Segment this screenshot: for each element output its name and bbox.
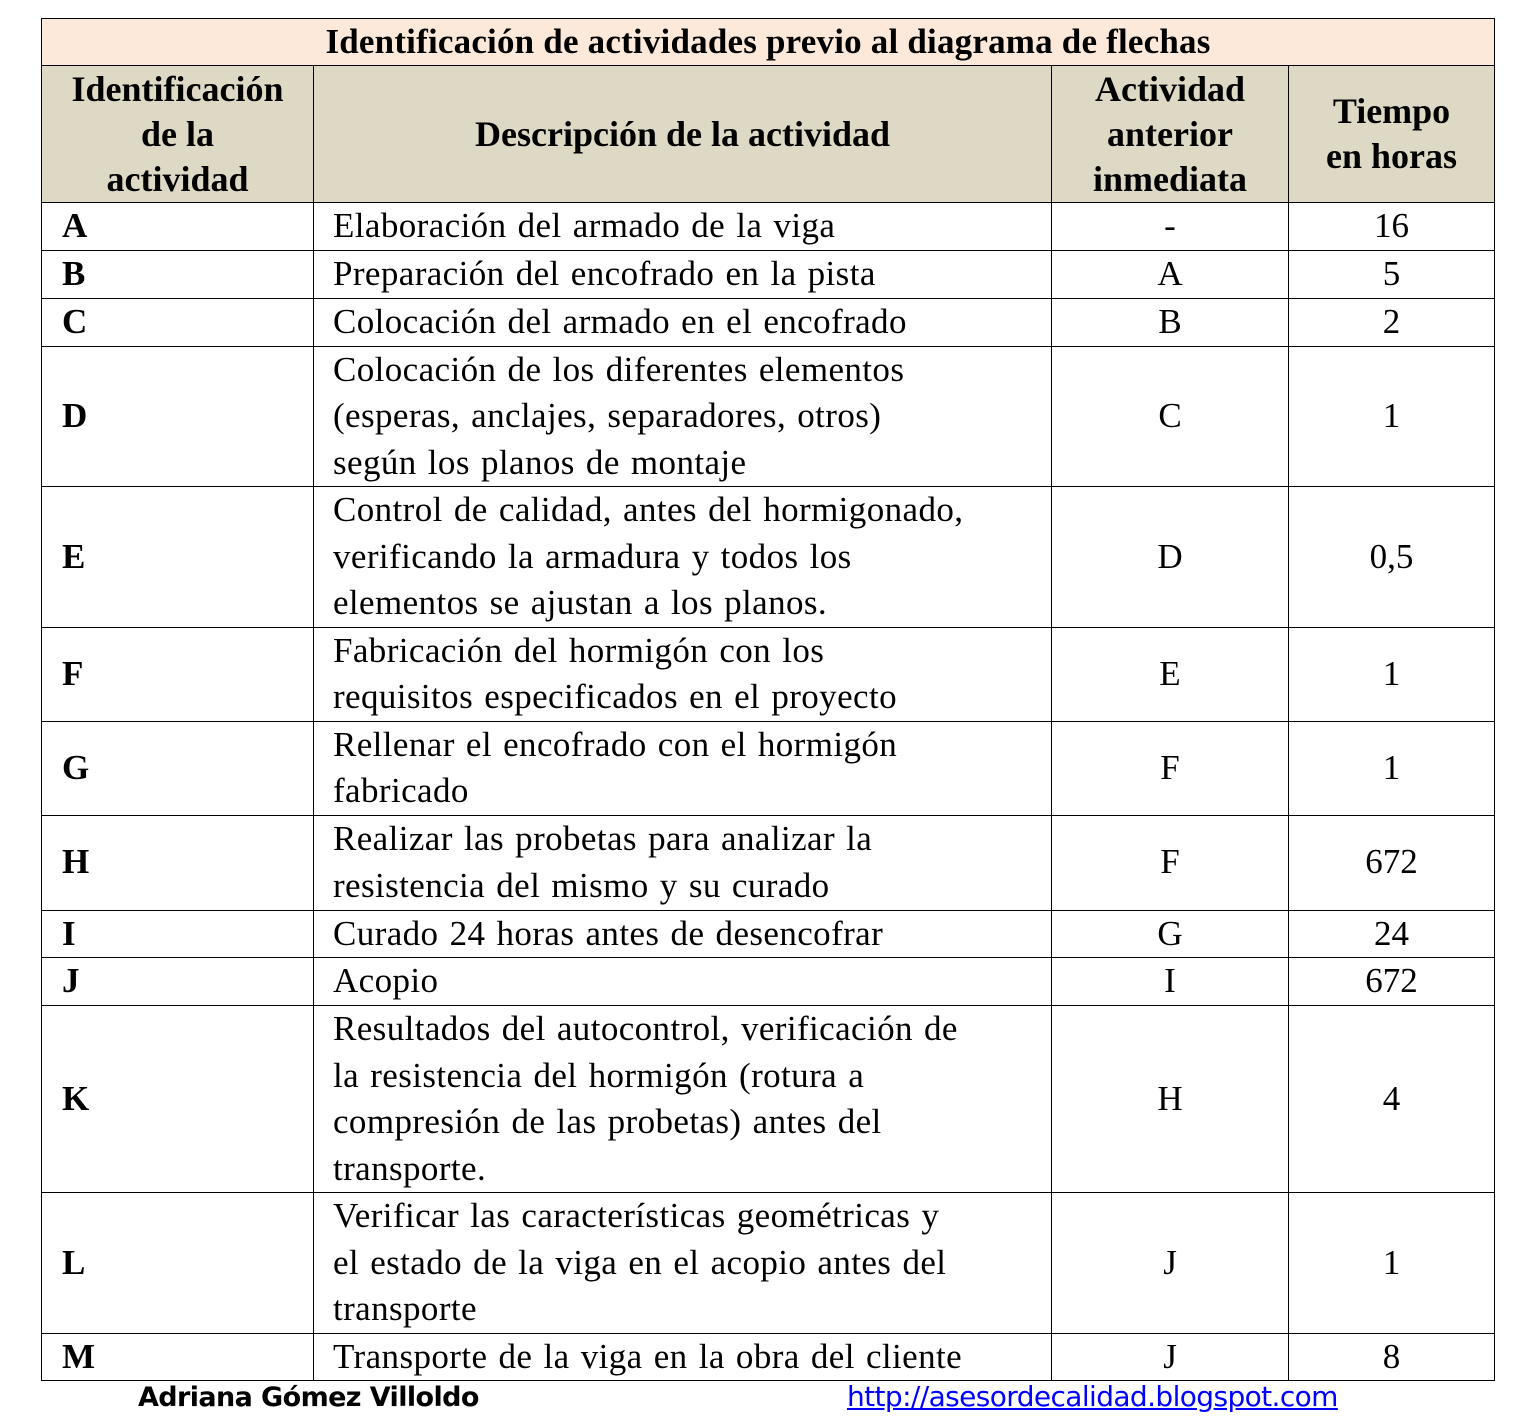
description-line: (esperas, anclajes, separadores, otros) xyxy=(333,396,882,435)
activity-description-cell xyxy=(314,487,1052,628)
activity-id-cell: C xyxy=(42,299,314,347)
footer-blog-link[interactable]: http://asesordecalidad.blogspot.com xyxy=(847,1380,1338,1413)
description-line: Resultados del autocontrol, verificación de xyxy=(333,1009,958,1048)
time-hours-cell: 5 xyxy=(1289,251,1495,299)
time-hours-cell: 2 xyxy=(1289,299,1495,347)
activity-description-cell xyxy=(314,721,1052,815)
description-line: Realizar las probetas para analizar la xyxy=(333,819,873,858)
description-line: Colocación de los diferentes elementos xyxy=(333,349,905,389)
previous-activity-cell: J xyxy=(1052,1333,1289,1381)
activity-description-cell xyxy=(314,1193,1052,1334)
previous-activity-cell: - xyxy=(1052,203,1289,251)
header-description xyxy=(314,66,1052,203)
activity-description-cell xyxy=(314,203,1052,251)
activity-id-cell: A xyxy=(42,203,314,251)
description-line: Transporte de la viga en la obra del cliente xyxy=(333,1336,963,1376)
table-header-row xyxy=(42,66,1495,203)
time-hours-cell: 1 xyxy=(1289,721,1495,815)
header-line: de la xyxy=(140,113,214,154)
description-line: transporte xyxy=(333,1289,477,1328)
description-line: Control de calidad, antes del hormigonado, xyxy=(333,490,964,529)
table-title: Identificación de actividades previo al diagrama de flechas xyxy=(42,19,1495,66)
table-row xyxy=(42,721,1495,815)
header-line: Descripción de la actividad xyxy=(475,113,890,154)
table-row xyxy=(42,815,1495,910)
table-title-row xyxy=(42,19,1495,66)
activity-id-cell: J xyxy=(42,958,314,1006)
time-hours-cell: 1 xyxy=(1289,346,1495,487)
time-hours-cell: 24 xyxy=(1289,910,1495,958)
time-hours-cell: 4 xyxy=(1289,1006,1495,1193)
description-line: Elaboración del armado de la viga xyxy=(333,206,836,246)
table-row xyxy=(42,203,1495,251)
description-line: compresión de las probetas) antes del xyxy=(333,1102,882,1141)
activity-description-cell xyxy=(314,1333,1052,1381)
description-line: la resistencia del hormigón (rotura a xyxy=(333,1055,865,1095)
header-line: Tiempo xyxy=(1332,91,1451,131)
description-line: resistencia del mismo y su curado xyxy=(333,865,830,905)
description-line: Rellenar el encofrado con el hormigón xyxy=(333,724,898,764)
previous-activity-cell: F xyxy=(1052,721,1289,815)
previous-activity-cell: G xyxy=(1052,910,1289,958)
activity-description-cell xyxy=(314,815,1052,910)
previous-activity-cell: C xyxy=(1052,346,1289,487)
description-line: Verificar las características geométricas y xyxy=(333,1196,940,1235)
activity-id-cell: G xyxy=(42,721,314,815)
activity-id-cell: D xyxy=(42,346,314,487)
header-line: Identificación xyxy=(71,68,284,109)
previous-activity-cell: I xyxy=(1052,958,1289,1006)
header-line: inmediata xyxy=(1092,158,1247,199)
header-activity-id xyxy=(42,66,314,203)
description-line: verificando la armadura y todos los xyxy=(333,536,852,576)
table-row xyxy=(42,910,1495,958)
table-row xyxy=(42,487,1495,628)
activity-id-cell: B xyxy=(42,251,314,299)
time-hours-cell: 1 xyxy=(1289,1193,1495,1334)
time-hours-cell: 672 xyxy=(1289,815,1495,910)
description-line: transporte. xyxy=(333,1148,487,1188)
table-row xyxy=(42,346,1495,487)
header-line: en horas xyxy=(1326,136,1458,176)
header-line: Actividad xyxy=(1094,68,1245,109)
description-line: Colocación del armado en el encofrado xyxy=(333,302,907,341)
previous-activity-cell: H xyxy=(1052,1006,1289,1193)
description-line: el estado de la viga en el acopio antes del xyxy=(333,1242,947,1282)
activity-id-cell: E xyxy=(42,487,314,628)
activity-description-cell xyxy=(314,958,1052,1006)
description-line: Fabricación del hormigón con los xyxy=(333,630,825,670)
activity-id-cell: F xyxy=(42,627,314,721)
activity-id-cell: K xyxy=(42,1006,314,1193)
description-line: según los planos de montaje xyxy=(333,442,747,482)
activity-description-cell xyxy=(314,627,1052,721)
header-time-hours xyxy=(1289,66,1495,203)
table-row xyxy=(42,958,1495,1006)
table-row xyxy=(42,627,1495,721)
description-line: Preparación del encofrado en la pista xyxy=(333,254,876,294)
time-hours-cell: 16 xyxy=(1289,203,1495,251)
description-line: fabricado xyxy=(333,771,469,810)
previous-activity-cell: A xyxy=(1052,251,1289,299)
header-line: actividad xyxy=(106,158,249,199)
activity-description-cell xyxy=(314,251,1052,299)
table-row xyxy=(42,1193,1495,1334)
previous-activity-cell: D xyxy=(1052,487,1289,628)
activity-description-cell xyxy=(314,910,1052,958)
time-hours-cell: 8 xyxy=(1289,1333,1495,1381)
time-hours-cell: 0,5 xyxy=(1289,487,1495,628)
previous-activity-cell: F xyxy=(1052,815,1289,910)
activity-description-cell xyxy=(314,346,1052,487)
activity-description-cell xyxy=(314,1006,1052,1193)
description-line: Acopio xyxy=(333,961,439,1001)
table-row xyxy=(42,1333,1495,1381)
table-body xyxy=(42,203,1495,1381)
header-line: anterior xyxy=(1107,113,1233,154)
previous-activity-cell: E xyxy=(1052,627,1289,721)
activity-id-cell: H xyxy=(42,815,314,910)
time-hours-cell: 1 xyxy=(1289,627,1495,721)
activity-id-cell: I xyxy=(42,910,314,958)
time-hours-cell: 672 xyxy=(1289,958,1495,1006)
header-previous-activity xyxy=(1052,66,1289,203)
description-line: elementos se ajustan a los planos. xyxy=(333,583,828,622)
activity-id-cell: M xyxy=(42,1333,314,1381)
table-row xyxy=(42,1006,1495,1193)
description-line: Curado 24 horas antes de desencofrar xyxy=(333,913,884,953)
activity-id-cell: L xyxy=(42,1193,314,1334)
previous-activity-cell: B xyxy=(1052,299,1289,347)
description-line: requisitos especificados en el proyecto xyxy=(333,677,897,716)
previous-activity-cell: J xyxy=(1052,1193,1289,1334)
footer-author: Adriana Gómez Villoldo xyxy=(138,1382,479,1413)
activity-description-cell xyxy=(314,299,1052,347)
table-row xyxy=(42,251,1495,299)
activities-table xyxy=(41,18,1495,1381)
table-row xyxy=(42,299,1495,347)
